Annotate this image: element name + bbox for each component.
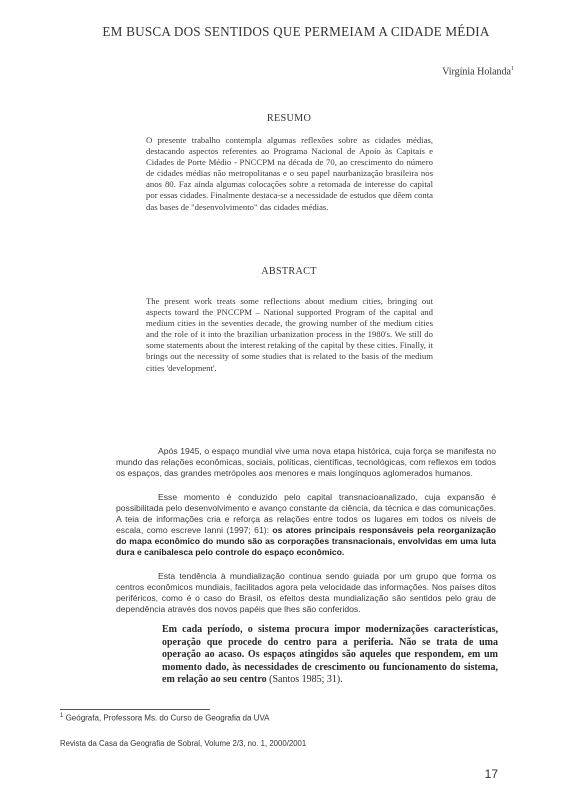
author-footnote-mark: 1: [511, 66, 514, 72]
journal-citation: Revista da Casa da Geografia de Sobral, Volume 2/3, no. 1, 2000/2001: [60, 739, 307, 748]
article-title: EM BUSCA DOS SENTIDOS QUE PERMEIAM A CIDADE MÉDIA: [102, 24, 490, 39]
abstract-heading: ABSTRACT: [261, 266, 317, 277]
page-number: 17: [484, 767, 498, 781]
ianni-quote: os atores principais responsáveis pela reorganização do mapa econômico do mundo são as corporações transnacionais, envolvidas em uma luta dura e canibalesca pelo controle do espaço econômico.: [116, 525, 496, 558]
footnote: [60, 713, 270, 723]
resumo-text: O presente trabalho contempla algumas reflexões sobre as cidades médias, destacando aspectos referentes ao Programa Nacional de Apoio às Capitais e Cidades de Porte Médio - PNCCPM na década de 70, ao crescimento do número de cidades médias não metropolitanas e o seu papel naurbanização brasileira nos anos 80. Faz ainda algumas colocações sobre a retomada de interesse do capital por essas cidades. Finalmente destaca-se a necessidade de estudos que dêem conta das bases de "desenvolvimento" das cidades médias.: [146, 135, 433, 212]
body-paragraph-1: Após 1945, o espaço mundial vive uma nova etapa histórica, cuja força se manifesta no mundo das relações econômicas, sociais, políticas, científicas, tecnológicas, com reflexos em todos os espaços, das grandes metrópoles aos menores e mais longínquos aglomerados humanos.: [116, 446, 496, 479]
author-name: Virgínia Holanda: [442, 66, 511, 78]
abstract-text: The present work treats some reflections about medium cities, bringing out aspects toward the PNCCPM – National supported Program of the capital and medium cities in the seventies decade, the growing number of the medium cities and the role of it into the brazilian urbanization process in the 1980's. We still do some statements about the interest retaking of the capital by these cities. Finally, it brings out the necessity of some studies that is related to the basis of the medium cities 'development'.: [146, 296, 433, 373]
block-quote-citation: (Santos 1985; 31).: [266, 674, 343, 686]
resumo-heading: RESUMO: [266, 113, 312, 124]
footnote-mark: 1: [60, 713, 64, 719]
body-paragraph-2: [116, 492, 496, 559]
body-paragraph-2-text: Esse momento é conduzido pelo capital transnacioanalizado, cuja expansão é possibilitada pelo desenvolvimento e avanço constante da ciência, da técnica e das comunicações. A teia de informações cria e reforça as relações entre todos os lugares em todos os níveis de escala, como escreve Ianni (1997; 61):: [116, 492, 496, 536]
body-paragraph-3: Esta tendência à mundialização continua sendo guiada por um grupo que forma os centros econômicos mundiais, facilitados agora pela velocidade das informações. Nos países ditos periféricos, como é o caso do Brasil, os efeitos desta mundialização são sentidos pelo grau de dependência através dos novos papéis que lhes são conferidos.: [116, 571, 496, 615]
footnote-divider: [60, 709, 210, 710]
block-quote: [162, 624, 498, 687]
author-line: [442, 66, 514, 77]
footnote-text: Geógrafa, Professora Ms. do Curso de Geografia da UVA: [63, 713, 270, 723]
block-quote-text: Em cada período, o sistema procura impor modernizações características, operação que procede do centro para a periferia. Não se trata de uma operação ao acaso. Os espaços atingidos são aqueles que respondem, em um momento dado, às necessidades de crescimento ou funcionamento do sistema, em relação ao seu centro: [162, 624, 498, 686]
